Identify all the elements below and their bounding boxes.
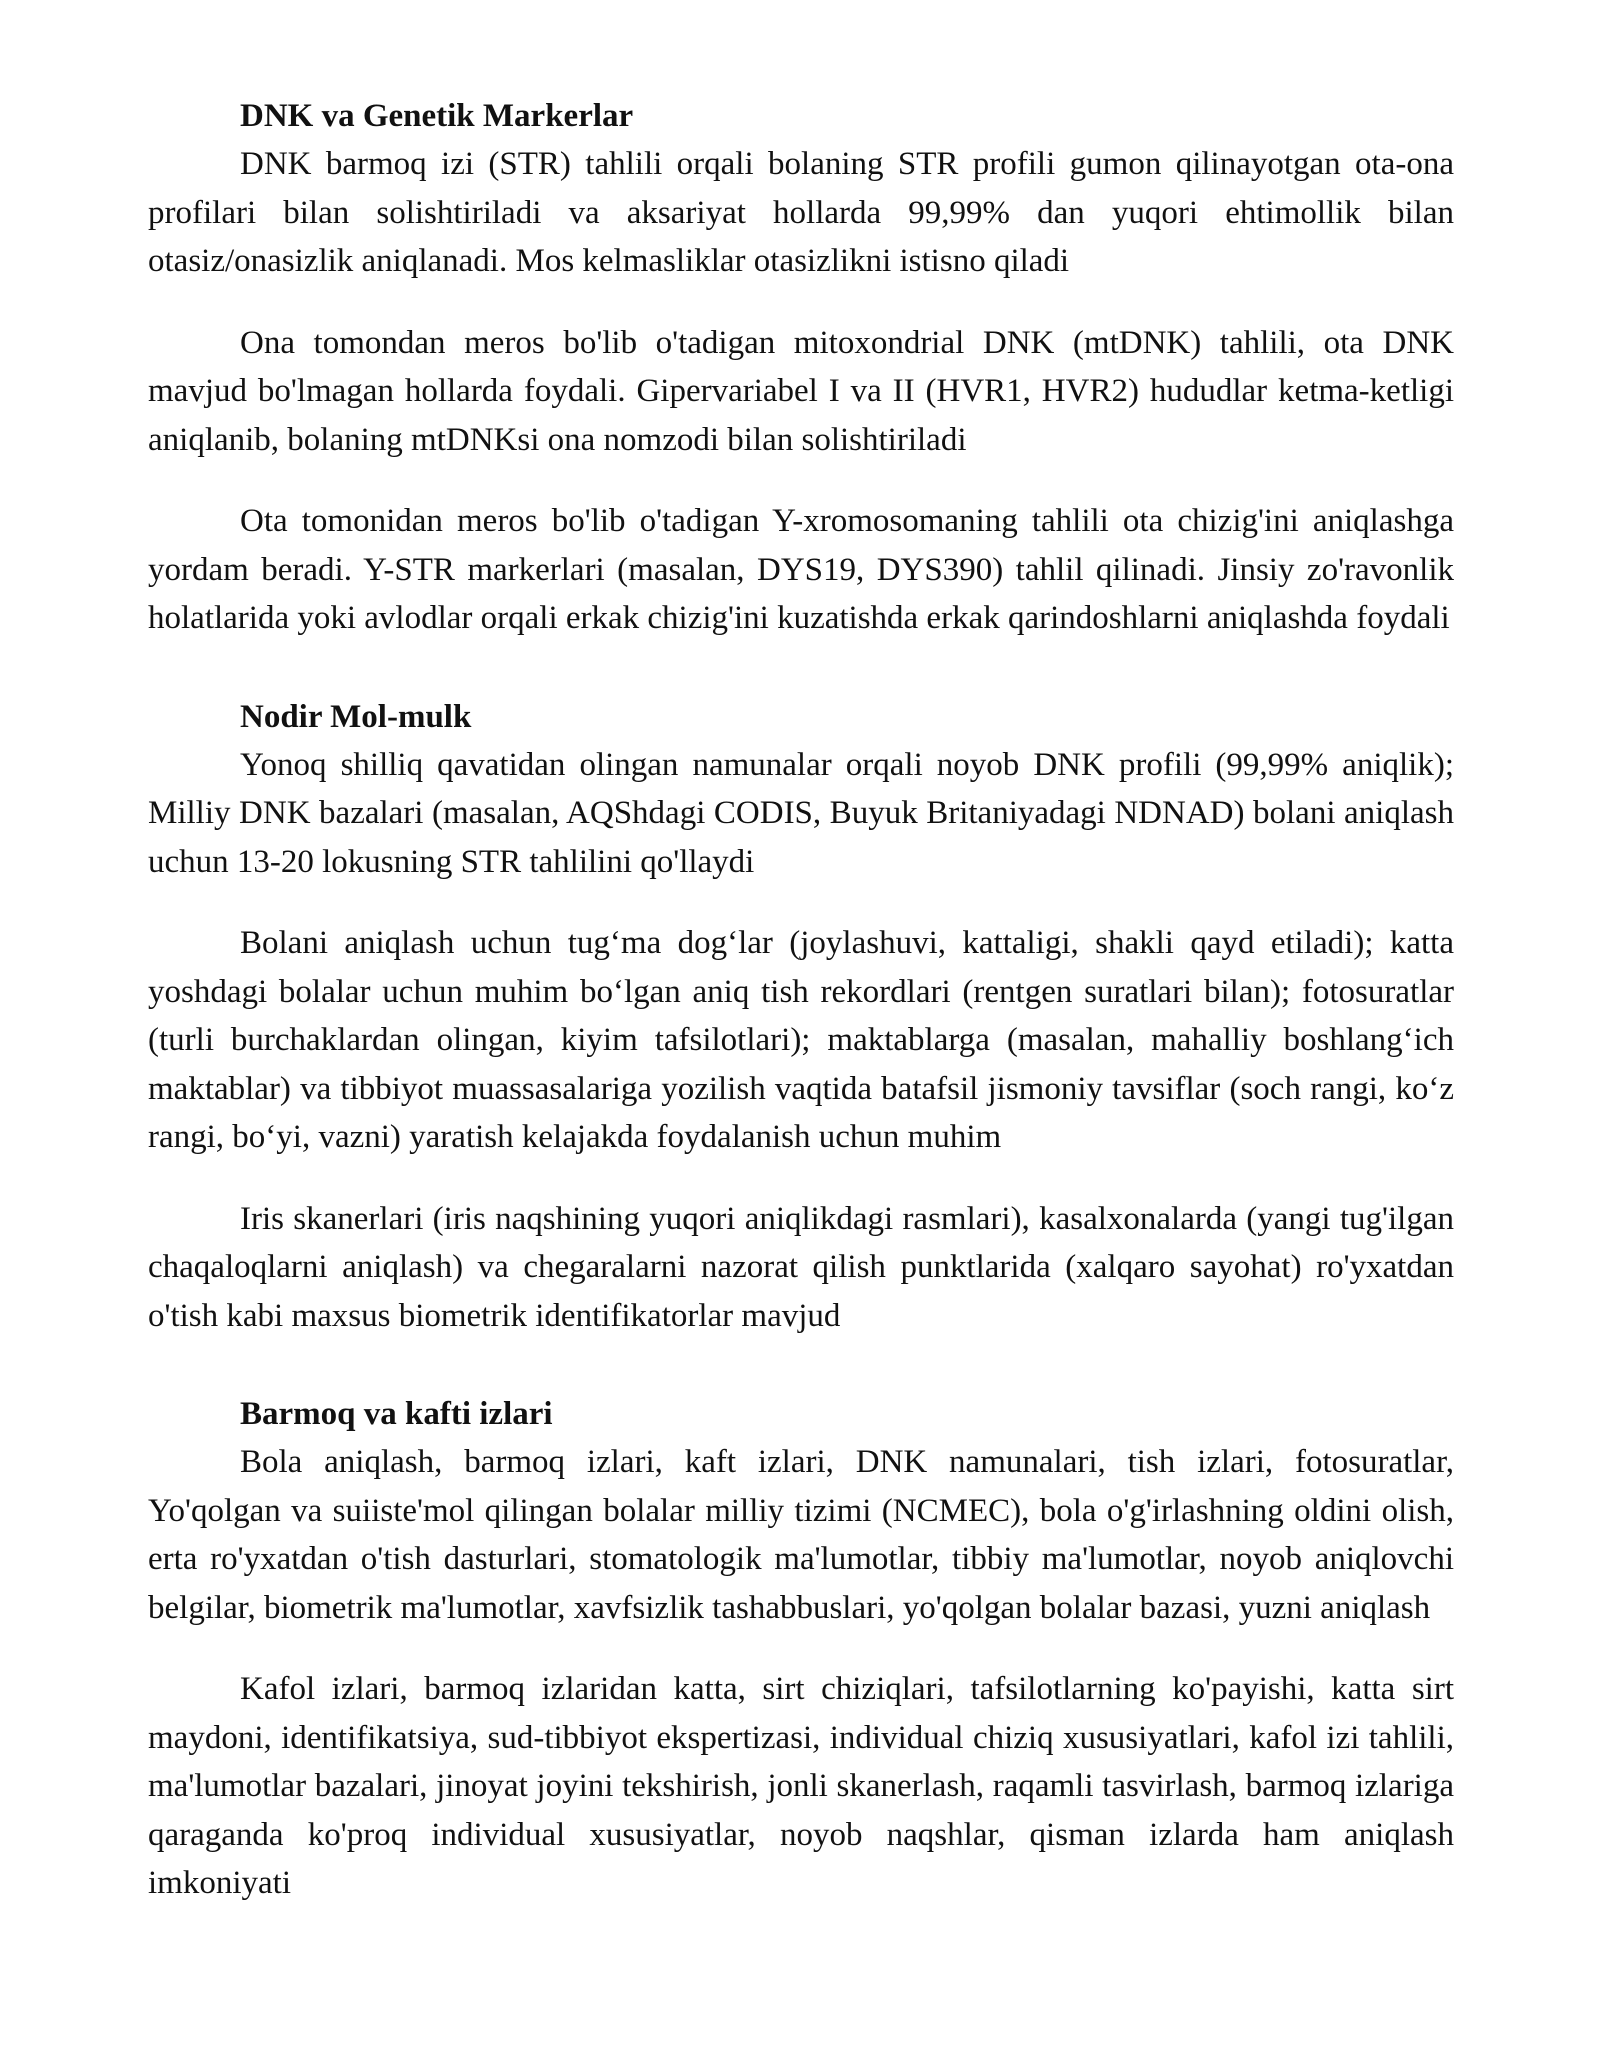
- document-page: [148, 92, 1454, 1908]
- section-nodir-mol-mulk: [148, 693, 1454, 1341]
- paragraph: Ota tomonidan meros bo'lib o'tadigan Y-xromosomaning tahlili ota chizig'ini aniqlashga yordam beradi. Y-STR markerlari (masalan, DYS19, DYS390) tahlil qilinadi. Jinsiy zo'ravonlik holatlarida yoki avlodlar orqali erkak chizig'ini kuzatishda erkak qarindoshlarni aniqlashda foydali: [148, 503, 1454, 636]
- section-heading: Nodir Mol-mulk: [240, 698, 472, 735]
- paragraph: Kafol izlari, barmoq izlaridan katta, sirt chiziqlari, tafsilotlarning ko'payishi, katta sirt maydoni, identifikatsiya, sud-tibbiyot ekspertizasi, individual chiziq xususiyatlari, kafol izi tahlili, ma'lumotlar bazalari, jinoyat joyini tekshirish, jonli skanerlash, raqamli tasvirlash, barmoq izlariga qaraganda ko'proq individual xususiyatlar, noyob naqshlar, qisman izlarda ham aniqlash imkoniyati: [148, 1671, 1454, 1901]
- paragraph: Iris skanerlari (iris naqshining yuqori aniqlikdagi rasmlari), kasalxonalarda (yangi tug'ilgan chaqaloqlarni aniqlash) va chegaralarni nazorat qilish punktlarida (xalqaro sayohat) ro'yxatdan o'tish kabi maxsus biometrik identifikatorlar mavjud: [148, 1200, 1454, 1334]
- section-barmoq-va-kafti-izlari: [148, 1390, 1454, 1908]
- section-dnk-genetik-markerlar: [148, 92, 1454, 643]
- paragraph: DNK barmoq izi (STR) tahlili orqali bolaning STR profili gumon qilinayotgan ota-ona profilari bilan solishtiriladi va aksariyat hollarda 99,99% dan yuqori ehtimollik bilan otasiz/onasizlik aniqlanadi. Mos kelmasliklar otasizlikni istisno qiladi: [148, 146, 1454, 279]
- paragraph: Ona tomondan meros bo'lib o'tadigan mitoxondrial DNK (mtDNK) tahlili, ota DNK mavjud bo'lmagan hollarda foydali. Gipervariabel I va II (HVR1, HVR2) hududlar ketma-ketligi aniqlanib, bolaning mtDNKsi ona nomzodi bilan solishtiriladi: [148, 324, 1454, 458]
- section-heading: DNK va Genetik Markerlar: [240, 98, 634, 134]
- paragraph: Bola aniqlash, barmoq izlari, kaft izlari, DNK namunalari, tish izlari, fotosuratlar, Yo'qolgan va suiiste'mol qilingan bolalar milliy tizimi (NCMEC), bola o'g'irlashning oldini olish, erta ro'yxatdan o'tish dasturlari, stomatologik ma'lumotlar, tibbiy ma'lumotlar, noyob aniqlovchi belgilar, biometrik ma'lumotlar, xavfsizlik tashabbuslari, yo'qolgan bolalar bazasi, yuzni aniqlash: [148, 1444, 1454, 1626]
- section-heading: Barmoq va kafti izlari: [240, 1396, 553, 1432]
- paragraph: Bolani aniqlash uchun tug‘ma dog‘lar (joylashuvi, kattaligi, shakli qayd etiladi); katta yoshdagi bolalar uchun muhim bo‘lgan aniq tish rekordlari (rentgen suratlari bilan); fotosuratlar (turli burchaklardan olingan, kiyim tafsilotlari); maktablarga (masalan, mahalliy boshlang‘ich maktablar) va tibbiyot muassasalariga yozilish vaqtida batafsil jismoniy tavsiflar (soch rangi, ko‘z rangi, bo‘yi, vazni) yaratish kelajakda foydalanish uchun muhim: [148, 925, 1454, 1155]
- paragraph: Yonoq shilliq qavatidan olingan namunalar orqali noyob DNK profili (99,99% aniqlik); Milliy DNK bazalari (masalan, AQShdagi CODIS, Buyuk Britaniyadagi NDNAD) bolani aniqlash uchun 13-20 lokusning STR tahlilini qo'llaydi: [148, 746, 1454, 880]
